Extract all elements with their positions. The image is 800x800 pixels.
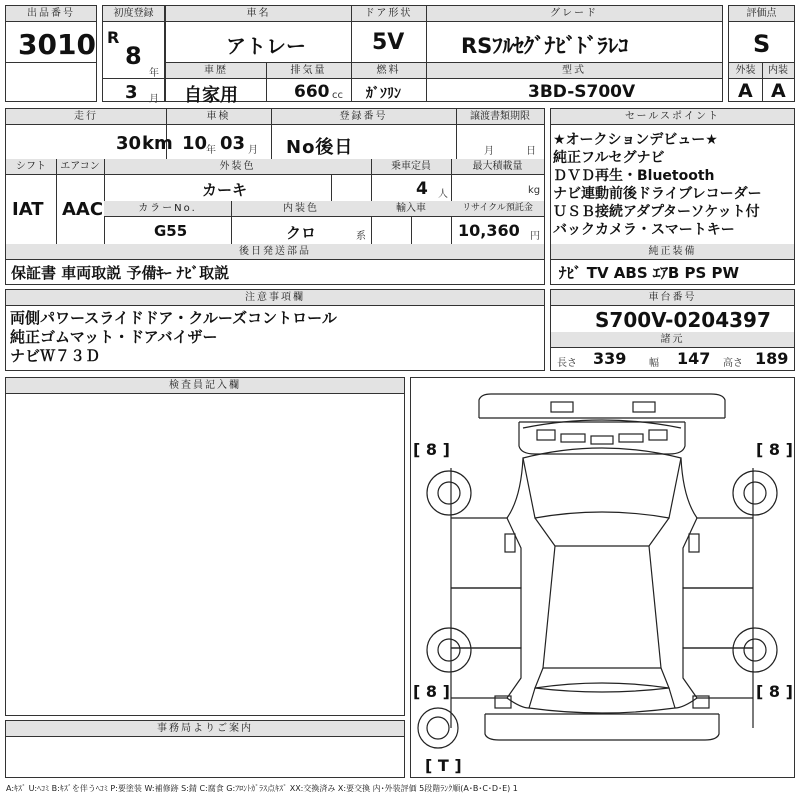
car-name-header: 車名 bbox=[166, 6, 351, 22]
car-name-value: アトレー bbox=[226, 34, 306, 58]
max-load-unit: kg bbox=[528, 185, 541, 196]
grade-header: グレード bbox=[426, 6, 722, 22]
capacity-header: 乗車定員 bbox=[371, 159, 451, 175]
transfer-month-unit: 月 bbox=[484, 146, 494, 157]
sales-point-6: バックカメラ・スマートキー bbox=[553, 222, 735, 238]
mileage-header: 走行 bbox=[6, 109, 166, 125]
exterior-value: A bbox=[738, 80, 753, 102]
shift-header: シフト bbox=[6, 159, 56, 175]
chassis-header: 車台番号 bbox=[551, 290, 794, 306]
notes-header: 注意事項欄 bbox=[6, 290, 544, 306]
reg-number-value: No後日 bbox=[286, 137, 354, 158]
int-color-unit: 系 bbox=[356, 231, 366, 242]
aircon-header: エアコン bbox=[56, 159, 104, 175]
interior-value: A bbox=[771, 80, 786, 102]
insp-year-value: 10 bbox=[182, 133, 208, 154]
inspection-header: 車検 bbox=[166, 109, 271, 125]
import-header: 輸入車 bbox=[371, 201, 451, 217]
year-unit: 年 bbox=[149, 68, 159, 79]
transfer-day-unit: 日 bbox=[526, 146, 536, 157]
color-no-value: G55 bbox=[154, 222, 188, 240]
length-label: 長さ bbox=[557, 358, 577, 369]
grade-value: RSﾌﾙｾｸﾞﾅﾋﾞﾄﾞﾗﾚｺ bbox=[461, 34, 629, 58]
office-box bbox=[5, 720, 405, 778]
displacement-unit: cc bbox=[332, 90, 343, 101]
specs-header: 諸元 bbox=[551, 332, 794, 348]
note-line-3: ナビＷ７３Ｄ bbox=[10, 347, 101, 365]
mileage-unit: km bbox=[142, 133, 173, 154]
model-value: 3BD-S700V bbox=[528, 82, 636, 102]
tire-rear-left-label: [ 8 ] bbox=[413, 682, 450, 701]
details-box bbox=[5, 108, 545, 285]
equipment-value: ﾅﾋﾞ TV ABS ｴｱB PS PW bbox=[559, 264, 740, 282]
aircon-value: AAC bbox=[62, 199, 104, 220]
ext-color-value: カーキ bbox=[202, 181, 248, 199]
score-value: S bbox=[753, 30, 771, 58]
max-load-header: 最大積載量 bbox=[451, 159, 544, 175]
spare-tire-label: [ T ] bbox=[425, 756, 462, 775]
fuel-value: ｶﾞｿﾘﾝ bbox=[366, 86, 401, 102]
sales-point-1: ★オークションデビュー★ bbox=[553, 132, 718, 148]
legend-text: A:ｷｽﾞ U:ﾍｺﾐ B:ｷｽﾞを伴うﾍｺﾐ P:要塗装 W:補修跡 S:錆 C:腐食 G:ﾌﾛﾝﾄｶﾞﾗｽ点ｷｽﾞ XX:交換済み X:要交換 内･外装評価 5段階ﾗﾝｸ順(A･B･C･D･E) 1 bbox=[6, 784, 518, 793]
month-value: 3 bbox=[125, 82, 138, 103]
tire-front-right-label: [ 8 ] bbox=[756, 440, 793, 459]
history-value: 自家用 bbox=[184, 85, 238, 106]
later-parts-value: 保証書 車両取説 予備ｷｰ ﾅﾋﾞ取説 bbox=[11, 264, 230, 282]
equipment-header: 純正装備 bbox=[551, 244, 794, 260]
year-value: 8 bbox=[125, 42, 142, 70]
insp-month-unit: 月 bbox=[248, 145, 258, 156]
int-color-value: クロ bbox=[286, 224, 317, 242]
displacement-header: 排気量 bbox=[266, 63, 351, 79]
ext-color-header: 外装色 bbox=[104, 159, 371, 175]
inspector-header: 検査員記入欄 bbox=[6, 378, 404, 394]
sales-points-header: セールスポイント bbox=[551, 109, 794, 125]
notes-box bbox=[5, 289, 545, 371]
height-value: 189 bbox=[755, 349, 789, 368]
length-value: 339 bbox=[593, 349, 627, 368]
month-unit: 月 bbox=[149, 94, 159, 105]
recycle-unit: 円 bbox=[530, 231, 540, 242]
note-line-2: 純正ゴムマット・ドアバイザー bbox=[10, 328, 218, 346]
sales-point-4: ナビ連動前後ドライブレコーダー bbox=[553, 186, 762, 202]
note-line-1: 両側パワースライドドア・クルーズコントロール bbox=[10, 309, 337, 327]
era-value: R bbox=[107, 28, 120, 47]
insp-month-value: 03 bbox=[220, 133, 246, 154]
car-diagram bbox=[411, 378, 794, 777]
width-value: 147 bbox=[677, 349, 711, 368]
sales-point-5: ＵＳＢ接続アダプターソケット付 bbox=[553, 204, 760, 220]
shift-value: IAT bbox=[12, 199, 44, 220]
tire-front-left-label: [ 8 ] bbox=[413, 440, 450, 459]
height-label: 高さ bbox=[723, 358, 743, 369]
capacity-value: 4 bbox=[416, 179, 428, 199]
int-color-header: 内装色 bbox=[231, 201, 371, 217]
history-header: 車歴 bbox=[166, 63, 266, 79]
score-header: 評価点 bbox=[729, 6, 794, 22]
color-no-header: カラーNo. bbox=[104, 201, 231, 217]
sales-point-2: 純正フルセグナビ bbox=[553, 150, 665, 166]
transfer-docs-header: 譲渡書類期限 bbox=[456, 109, 544, 125]
recycle-value: 10,360 bbox=[458, 221, 520, 240]
chassis-box bbox=[550, 289, 795, 371]
door-value: 5V bbox=[372, 30, 405, 55]
fuel-header: 燃料 bbox=[351, 63, 426, 79]
recycle-header: リサイクル預託金 bbox=[451, 201, 544, 217]
interior-header: 内装 bbox=[762, 63, 794, 79]
chassis-value: S700V-0204397 bbox=[595, 308, 771, 332]
lot-number-header: 出品番号 bbox=[6, 6, 96, 22]
first-reg-header: 初度登録 bbox=[103, 6, 164, 22]
car-diagram-box bbox=[410, 377, 795, 778]
first-registration-box bbox=[102, 5, 165, 105]
capacity-unit: 人 bbox=[438, 189, 448, 200]
lot-number-value: 3010 bbox=[18, 28, 96, 61]
insp-year-unit: 年 bbox=[206, 145, 216, 156]
mileage-value: 30 bbox=[116, 133, 142, 154]
later-parts-header: 後日発送部品 bbox=[6, 244, 544, 260]
tire-rear-right-label: [ 8 ] bbox=[756, 682, 793, 701]
door-header: ドア形状 bbox=[351, 6, 426, 22]
lot-number-box bbox=[5, 5, 97, 102]
office-header: 事務局よりご案内 bbox=[6, 721, 404, 737]
width-label: 幅 bbox=[649, 358, 659, 369]
sales-points-box bbox=[550, 108, 795, 285]
model-header: 型式 bbox=[426, 63, 722, 79]
car-info-box bbox=[165, 5, 723, 106]
exterior-header: 外装 bbox=[729, 63, 762, 79]
inspector-box bbox=[5, 377, 405, 716]
score-box bbox=[728, 5, 795, 102]
reg-number-header: 登録番号 bbox=[271, 109, 456, 125]
sales-point-3: ＤＶＤ再生・Bluetooth bbox=[553, 168, 715, 184]
displacement-value: 660 bbox=[294, 82, 330, 102]
